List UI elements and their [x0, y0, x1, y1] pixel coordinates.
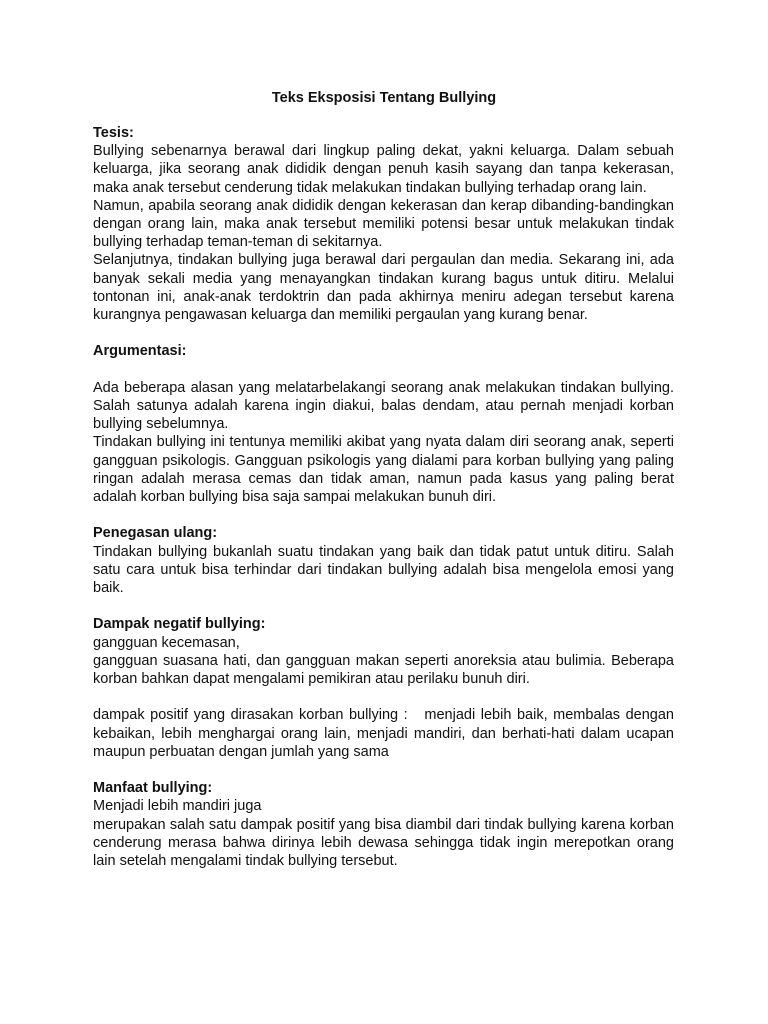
tesis-paragraph-2: Namun, apabila seorang anak dididik dengan kekerasan dan kerap dibanding-bandingkan dengan orang lain, maka anak tersebut memiliki potensi besar untuk melakukan tindak bullying terhadap teman-teman di sekitarnya.	[93, 197, 674, 251]
section-heading-dampak-negatif: Dampak negatif bullying:	[93, 616, 266, 633]
document-title: Teks Eksposisi Tentang Bullying	[271, 90, 497, 106]
spacer	[93, 761, 674, 779]
tesis-paragraph-3: Selanjutnya, tindakan bullying juga berawal dari pergaulan dan media. Sekarang ini, ada banyak sekali media yang menayangkan tindakan kurang bagus untuk ditiru. Melalui tontonan ini, anak-anak terdoktrin dan pada akhirnya meniru adegan tersebut karena kurangnya pengawasan keluarga dan memiliki pergaulan yang kurang benar.	[93, 252, 674, 324]
section-heading-penegasan: Penegasan ulang:	[93, 525, 218, 542]
spacer	[93, 688, 674, 706]
spacer	[93, 324, 674, 342]
dampak-positif-paragraph-1: dampak positif yang dirasakan korban bullying : menjadi lebih baik, membalas dengan kebaikan, lebih menghargai orang lain, menjadi mandiri, dan berhati-hati dalam ucapan maupun perbuatan dengan jumlah yang sama	[93, 707, 679, 760]
argumentasi-paragraph-1: Ada beberapa alasan yang melatarbelakangi seorang anak melakukan tindakan bullying. Salah satunya adalah karena ingin diakui, balas dendam, atau pernah menjadi korban bullying sebelumnya.	[93, 379, 674, 433]
spacer	[93, 361, 674, 379]
manfaat-paragraph-1: merupakan salah satu dampak positif yang bisa diambil dari tindak bullying karena korban cenderung merasa bahwa dirinya lebih dewasa sehingga tidak ingin merepotkan orang lain setelah mengalami tindak bullying tersebut.	[93, 816, 674, 870]
document-body	[93, 124, 679, 870]
section-heading-manfaat: Manfaat bullying:	[93, 780, 213, 797]
tesis-paragraph-1: Bullying sebenarnya berawal dari lingkup paling dekat, yakni keluarga. Dalam sebuah keluarga, jika seorang anak dididik dengan penuh kasih sayang dan tanpa kekerasan, maka anak tersebut cenderung tidak melakukan tindakan bullying terhadap orang lain.	[93, 143, 674, 196]
argumentasi-paragraph-2: Tindakan bullying ini tentunya memiliki akibat yang nyata dalam diri seorang anak, seperti gangguan psikologis. Gangguan psikologis yang dialami para korban bullying yang paling ringan adalah merasa cemas dan tidak aman, namun pada kasus yang paling berat adalah korban bullying bisa saja sampai melakukan bunuh diri.	[93, 434, 674, 506]
section-heading-argumentasi: Argumentasi:	[93, 343, 187, 360]
manfaat-line-1: Menjadi lebih mandiri juga	[93, 798, 262, 815]
spacer	[93, 506, 674, 524]
dampak-negatif-line-1: gangguan kecemasan,	[93, 634, 240, 651]
section-heading-tesis: Tesis:	[93, 125, 134, 141]
dampak-negatif-paragraph-1: gangguan suasana hati, dan gangguan makan seperti anoreksia atau bulimia. Beberapa korban bahkan dapat mengalami pemikiran atau perilaku bunuh diri.	[93, 652, 674, 688]
spacer	[93, 597, 674, 615]
penegasan-paragraph-1: Tindakan bullying bukanlah suatu tindakan yang baik dan tidak patut untuk ditiru. Salah satu cara untuk bisa terhindar dari tindakan bullying adalah bisa mengelola emosi yang baik.	[93, 543, 674, 597]
